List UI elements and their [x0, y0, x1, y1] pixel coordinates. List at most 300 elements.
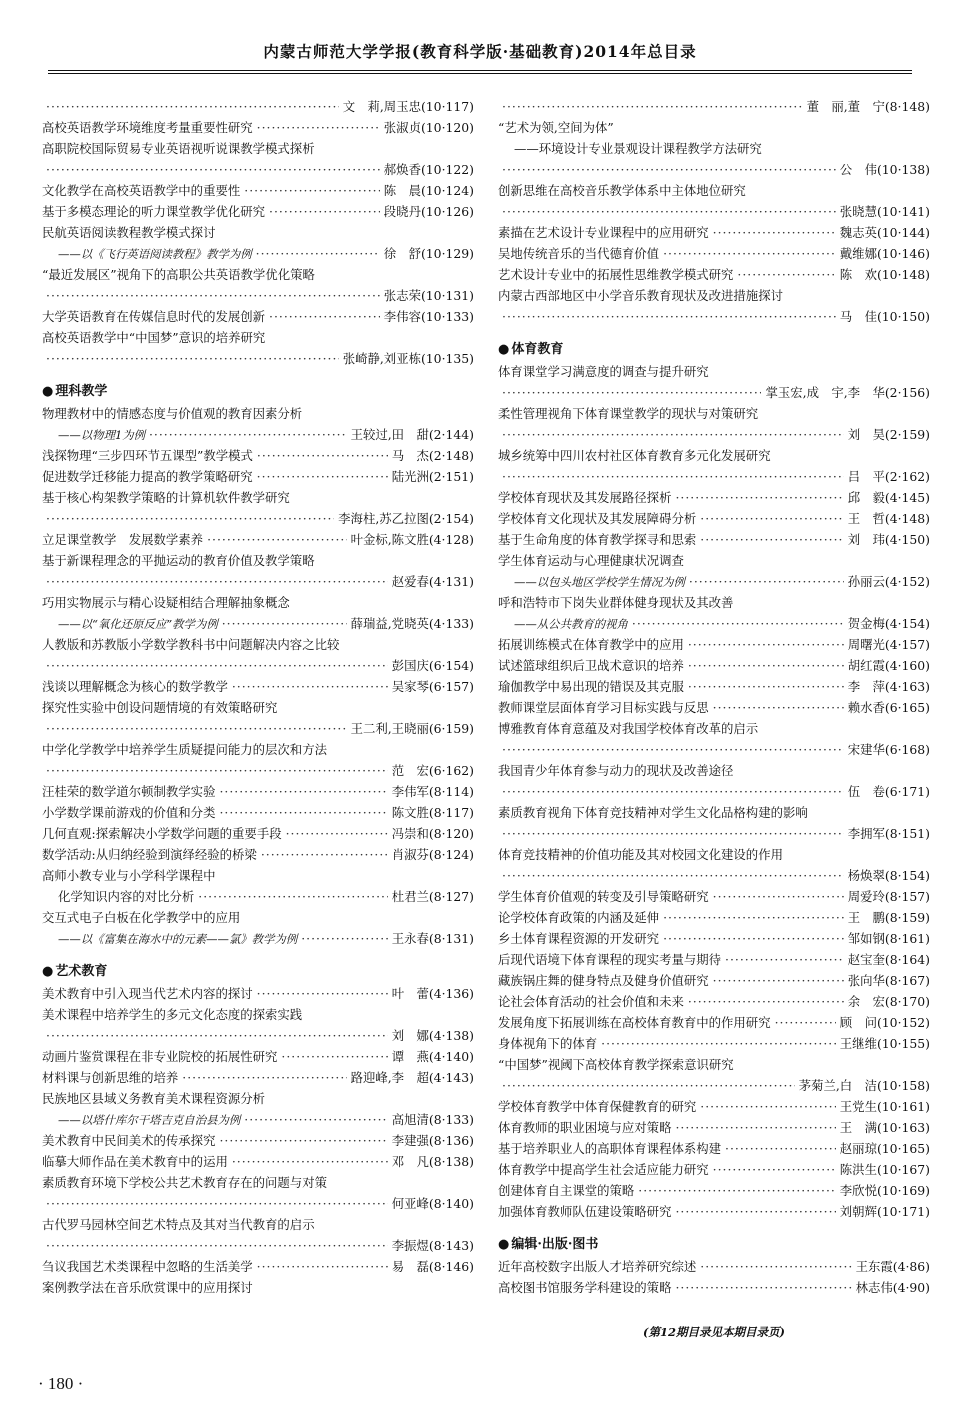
toc-author-ref: 张晓慧(10·141) [839, 204, 930, 219]
toc-title: 大学英语教育在传媒信息时代的发展创新 [42, 309, 266, 324]
toc-title: 学校体育教学中体育保健教育的研究 [498, 1099, 697, 1114]
toc-line [42, 487, 474, 508]
toc-line [42, 138, 474, 159]
leader-dots [688, 634, 844, 655]
leader-dots [257, 1256, 388, 1277]
toc-author-ref: 何亚峰(8·140) [391, 1196, 474, 1211]
toc-title: 后现代语境下体育课程的现实考量与期待 [498, 952, 722, 967]
toc-line [42, 1088, 474, 1109]
toc-line [498, 550, 930, 571]
toc-author-ref: 叶 蕾(4·136) [391, 986, 474, 1001]
toc-author-ref: 陈 欢(10·148) [839, 267, 930, 282]
toc-entry [42, 844, 474, 865]
toc-title: 化学知识内容的对比分析 [58, 889, 195, 904]
toc-entry [498, 907, 930, 928]
toc-entry [498, 508, 930, 529]
toc-line [498, 823, 930, 844]
toc-title: 教师课堂层面体育学习目标实践与反思 [498, 700, 709, 715]
toc-entry [42, 403, 474, 445]
toc-title: 素质教育视角下体育竞技精神对学生文化品格构建的影响 [498, 805, 808, 820]
toc-author-ref: 张淑贞(10·120) [383, 120, 474, 135]
section-heading [498, 339, 930, 361]
toc-entry [498, 222, 930, 243]
toc-author-ref: 陆光洲(2·151) [391, 469, 474, 484]
toc-author-ref: 李 萍(4·163) [847, 679, 930, 694]
leader-dots [663, 243, 836, 264]
toc-line [42, 285, 474, 306]
toc-title: 民族地区县域义务教育美术课程资源分析 [42, 1091, 266, 1106]
toc-author-ref: 徐 舒(10·129) [383, 246, 474, 261]
toc-author-ref: 周曙光(4·157) [847, 637, 930, 652]
toc-line [42, 886, 474, 907]
toc-title: 美术课程中培养学生的多元文化态度的探索实践 [42, 1007, 303, 1022]
toc-line [42, 928, 474, 949]
toc-entry [42, 327, 474, 369]
leader-dots [46, 285, 380, 306]
toc-line [42, 264, 474, 285]
toc-title: 论学校体育政策的内涵及延伸 [498, 910, 660, 925]
toc-line [498, 180, 930, 201]
toc-author-ref: 王 哲(4·148) [847, 511, 930, 526]
section-bullet-icon: ● [42, 964, 54, 979]
leader-dots [46, 1235, 388, 1256]
toc-title: 创建体育自主课堂的策略 [498, 1183, 635, 1198]
toc-entry [498, 886, 930, 907]
toc-line [42, 1172, 474, 1193]
toc-title: 汪桂荣的数学道尔顿制教学实验 [42, 784, 216, 799]
toc-author-ref: 段晓丹(10·126) [383, 204, 474, 219]
toc-line [42, 327, 474, 348]
toc-title: 加强体育教师队伍建设策略研究 [498, 1204, 672, 1219]
toc-line [42, 1130, 474, 1151]
toc-author-ref: 杜君兰(8·127) [391, 889, 474, 904]
leader-dots [675, 1277, 851, 1298]
leader-dots [182, 1067, 346, 1088]
toc-title: 促进数学迁移能力提高的教学策略研究 [42, 469, 253, 484]
toc-title: 高校英语教学中“中国梦”意识的培养研究 [42, 330, 266, 345]
toc-title: 浅谈以理解概念为核心的数学教学 [42, 679, 228, 694]
leader-dots [663, 907, 844, 928]
toc-author-ref: 李建强(8·136) [391, 1133, 474, 1148]
toc-author-ref: 刘 娜(4·138) [391, 1028, 474, 1043]
toc-title: 博雅教育体育意蕴及对我国学校体育改革的启示 [498, 721, 759, 736]
toc-title: 吴地传统音乐的当代德育价值 [498, 246, 660, 261]
toc-title: 几何直观:探索解决小学数学问题的重要手段 [42, 826, 282, 841]
toc-line [498, 201, 930, 222]
toc-entry [498, 928, 930, 949]
section-heading [498, 1234, 930, 1256]
toc-author-ref: 王二利,王晓丽(6·159) [350, 721, 474, 736]
toc-author-ref: 冯崇和(8·120) [391, 826, 474, 841]
toc-author-ref: 掌玉宏,成 宇,李 华(2·156) [765, 385, 930, 400]
toc-title: 体育课堂学习满意度的调查与提升研究 [498, 364, 709, 379]
toc-line [42, 907, 474, 928]
toc-line [498, 285, 930, 306]
toc-entry [498, 180, 930, 222]
toc-author-ref: 邓 凡(8·138) [391, 1154, 474, 1169]
toc-author-ref: 郝焕香(10·122) [383, 162, 474, 177]
toc-line [498, 117, 930, 138]
toc-title: 高校英语教学环境维度考量重要性研究 [42, 120, 253, 135]
toc-subtitle: ——以塔什库尔干塔吉克自治县为例 [58, 1113, 241, 1127]
toc-line [42, 760, 474, 781]
toc-author-ref: 王 鹏(8·159) [847, 910, 930, 925]
leader-dots [232, 1151, 388, 1172]
toc-line [498, 949, 930, 970]
toc-title: 民航英语阅读教程教学模式探讨 [42, 225, 216, 240]
toc-entry [498, 844, 930, 886]
toc-title: 材料课与创新思维的培养 [42, 1070, 179, 1085]
leader-dots [737, 264, 835, 285]
leader-dots [46, 348, 339, 369]
toc-line [42, 983, 474, 1004]
toc-line [498, 1117, 930, 1138]
toc-line [42, 508, 474, 529]
toc-author-ref: 李振煜(8·143) [391, 1238, 474, 1253]
toc-title: 论社会体育活动的社会价值和未来 [498, 994, 684, 1009]
toc-title: 基于新课程理念的平抛运动的教育价值及教学策略 [42, 553, 315, 568]
toc-line [498, 1075, 930, 1096]
leader-dots [725, 949, 844, 970]
toc-entry [42, 117, 474, 138]
leader-dots [638, 1180, 836, 1201]
toc-line [498, 907, 930, 928]
section-bullet-icon: ● [498, 1237, 510, 1252]
toc-line [42, 634, 474, 655]
toc-title: 人教版和苏教版小学数学教科书中问题解决内容之比较 [42, 637, 340, 652]
toc-line [498, 1256, 930, 1277]
toc-author-ref: 张志荣(10·131) [383, 288, 474, 303]
section-heading-label: 艺术教育 [55, 964, 108, 979]
toc-author-ref: 李海柱,苏乙拉图(2·154) [338, 511, 474, 526]
leader-dots [725, 1138, 836, 1159]
toc-line [498, 865, 930, 886]
toc-line [42, 1193, 474, 1214]
toc-line [498, 361, 930, 382]
header-rule-top [48, 70, 912, 71]
left-column [42, 96, 474, 1298]
toc-title: 素质教育环境下学校公共艺术教育存在的问题与对策 [42, 1175, 327, 1190]
leader-dots [502, 382, 761, 403]
leader-dots [301, 928, 387, 949]
leader-dots [257, 117, 380, 138]
leader-dots [46, 508, 334, 529]
toc-line [498, 970, 930, 991]
leader-dots [700, 508, 843, 529]
toc-title: 体育教学中提高学生社会适应能力研究 [498, 1162, 709, 1177]
toc-line [498, 1201, 930, 1222]
toc-entry [42, 823, 474, 844]
toc-author-ref: 邱 毅(4·145) [847, 490, 930, 505]
toc-entry [498, 96, 930, 117]
toc-line [42, 823, 474, 844]
toc-entry [498, 243, 930, 264]
toc-author-ref: 路迎峰,李 超(4·143) [350, 1070, 474, 1085]
toc-line [42, 613, 474, 634]
leader-dots [688, 991, 844, 1012]
toc-entry [42, 1214, 474, 1256]
toc-entry [42, 676, 474, 697]
toc-line [42, 1067, 474, 1088]
leader-dots [222, 613, 347, 634]
toc-line [498, 676, 930, 697]
leader-dots [198, 886, 387, 907]
leader-dots [502, 466, 844, 487]
toc-title: 高校图书馆服务学科建设的策略 [498, 1280, 672, 1295]
toc-line [42, 1151, 474, 1172]
leader-dots [632, 613, 844, 634]
leader-dots [502, 306, 836, 327]
toc-title: 基于培养职业人的高职体育课程体系构建 [498, 1141, 722, 1156]
section-heading-label: 编辑·出版·图书 [511, 1237, 599, 1252]
toc-line [42, 676, 474, 697]
toc-subtitle: ——以物理1为例 [58, 428, 145, 442]
toc-author-ref: 李拥军(8·151) [847, 826, 930, 841]
toc-entry [498, 117, 930, 180]
toc-line [42, 1004, 474, 1025]
leader-dots [663, 928, 844, 949]
toc-line [498, 781, 930, 802]
toc-title: 临摹大师作品在美术教育中的运用 [42, 1154, 228, 1169]
toc-title: 体育教师的职业困境与应对策略 [498, 1120, 672, 1135]
toc-author-ref: 杨焕翠(8·154) [847, 868, 930, 883]
toc-line [42, 306, 474, 327]
toc-entry [498, 1138, 930, 1159]
toc-line [498, 592, 930, 613]
toc-title: 近年高校数字出版人才培养研究综述 [498, 1259, 697, 1274]
toc-line [42, 180, 474, 201]
toc-author-ref: 魏志英(10·144) [839, 225, 930, 240]
toc-line [42, 1046, 474, 1067]
toc-line [42, 718, 474, 739]
toc-entry [498, 264, 930, 285]
toc-title: 巧用实物展示与精心设疑相结合理解抽象概念 [42, 595, 290, 610]
toc-entry [498, 592, 930, 634]
toc-entry [42, 264, 474, 306]
leader-dots [269, 306, 380, 327]
toc-title: 古代罗马园林空间艺术特点及其对当代教育的启示 [42, 1217, 315, 1232]
toc-line [498, 1033, 930, 1054]
leader-dots [261, 844, 388, 865]
toc-author-ref: 张向华(8·167) [847, 973, 930, 988]
toc-author-ref: 戴维娜(10·146) [839, 246, 930, 261]
toc-subtitle: ——以《飞行英语阅读教程》教学为例 [58, 247, 252, 261]
toc-title: 浅探物理“三步四环节五课型”教学模式 [42, 448, 253, 463]
leader-dots [688, 676, 844, 697]
leader-dots [675, 1201, 835, 1222]
toc-author-ref: 叶金标,陈文胜(4·128) [350, 532, 474, 547]
toc-line [42, 802, 474, 823]
leader-dots [502, 739, 844, 760]
toc-line [498, 718, 930, 739]
toc-line [42, 1025, 474, 1046]
toc-line [498, 487, 930, 508]
toc-author-ref: 谭 燕(4·140) [391, 1049, 474, 1064]
toc-author-ref: 李伟容(10·133) [383, 309, 474, 324]
toc-line [498, 138, 930, 159]
toc-title: 我国青少年体育参与动力的现状及改善途径 [498, 763, 734, 778]
leader-dots [257, 466, 388, 487]
toc-author-ref: 高旭清(8·133) [391, 1112, 474, 1127]
toc-title: 乡土体育课程资源的开发研究 [498, 931, 660, 946]
toc-entry [498, 949, 930, 970]
toc-title: 基于核心构架教学策略的计算机软件教学研究 [42, 490, 290, 505]
toc-title: 交互式电子白板在化学教学中的应用 [42, 910, 241, 925]
toc-entry [42, 697, 474, 739]
toc-author-ref: 公 伟(10·138) [839, 162, 930, 177]
leader-dots [689, 571, 844, 592]
toc-title: “艺术为领,空间为体” [498, 120, 614, 135]
leader-dots [675, 1117, 835, 1138]
leader-dots [713, 970, 844, 991]
toc-title: 动画片鉴赏课程在非专业院校的拓展性研究 [42, 1049, 278, 1064]
toc-entry [42, 983, 474, 1004]
toc-line [42, 117, 474, 138]
toc-entry [498, 655, 930, 676]
leader-dots [601, 1033, 836, 1054]
right-column [498, 96, 930, 1298]
toc-author-ref: 邹如钢(8·161) [847, 931, 930, 946]
toc-line [42, 201, 474, 222]
toc-entry [498, 487, 930, 508]
toc-line [498, 1096, 930, 1117]
toc-entry [498, 1054, 930, 1096]
toc-line [498, 1159, 930, 1180]
toc-entry [498, 970, 930, 991]
leader-dots [46, 1025, 388, 1046]
toc-line [498, 655, 930, 676]
leader-dots [713, 1159, 836, 1180]
leader-dots [713, 222, 836, 243]
toc-author-ref: 孙丽云(4·152) [847, 574, 930, 589]
toc-author-ref: 贺金梅(4·154) [847, 616, 930, 631]
leader-dots [46, 760, 388, 781]
toc-title: 艺术设计专业中的拓展性思维教学模式研究 [498, 267, 734, 282]
toc-line [498, 802, 930, 823]
leader-dots [257, 983, 388, 1004]
toc-author-ref: 易 磊(8·146) [391, 1259, 474, 1274]
toc-author-ref: 宋建华(6·168) [847, 742, 930, 757]
toc-entry [498, 1033, 930, 1054]
toc-line [42, 1277, 474, 1298]
toc-entry [42, 306, 474, 327]
toc-author-ref: 文 莉,周玉忠(10·117) [342, 99, 474, 114]
toc-line [498, 844, 930, 865]
toc-title: 素描在艺术设计专业课程中的应用研究 [498, 225, 709, 240]
leader-dots [502, 201, 836, 222]
toc-line [498, 403, 930, 424]
toc-author-ref: 马 杰(2·148) [391, 448, 474, 463]
leader-dots [257, 445, 388, 466]
toc-author-ref: 王党生(10·161) [839, 1099, 930, 1114]
toc-entry [498, 1117, 930, 1138]
toc-entry [42, 1256, 474, 1277]
toc-author-ref: 马 佳(10·150) [839, 309, 930, 324]
leader-dots [502, 424, 844, 445]
toc-entry [42, 445, 474, 466]
leader-dots [688, 655, 844, 676]
toc-line [498, 991, 930, 1012]
toc-entry [498, 697, 930, 718]
toc-entry [42, 96, 474, 117]
toc-author-ref: 范 宏(6·162) [391, 763, 474, 778]
toc-title: 学校体育现状及其发展路径探析 [498, 490, 672, 505]
toc-line [42, 571, 474, 592]
toc-line [498, 886, 930, 907]
toc-line [42, 1256, 474, 1277]
toc-line [42, 424, 474, 445]
section-heading [42, 961, 474, 983]
toc-entry [498, 676, 930, 697]
toc-subtitle: ——以包头地区学校学生情况为例 [514, 575, 685, 589]
leader-dots [219, 781, 387, 802]
toc-author-ref: 赵爱春(4·131) [391, 574, 474, 589]
toc-entry [498, 718, 930, 760]
toc-line [498, 529, 930, 550]
leader-dots [286, 823, 388, 844]
toc-title: 美术教育中引入现当代艺术内容的探讨 [42, 986, 253, 1001]
toc-line [498, 96, 930, 117]
toc-line [42, 243, 474, 264]
section-bullet-icon: ● [498, 342, 510, 357]
leader-dots [46, 1193, 388, 1214]
toc-author-ref: 茅菊兰,白 洁(10·158) [798, 1078, 930, 1093]
toc-entry [42, 1151, 474, 1172]
toc-title: ——环境设计专业景观设计课程教学方法研究 [514, 141, 762, 156]
toc-line [498, 1138, 930, 1159]
toc-line [498, 159, 930, 180]
toc-entry [42, 634, 474, 676]
leader-dots [700, 1256, 851, 1277]
leader-dots [775, 1012, 836, 1033]
toc-title: 高职院校国际贸易专业英语视听说课教学模式探析 [42, 141, 315, 156]
header-rule-bottom [48, 73, 912, 74]
toc-line [42, 1214, 474, 1235]
toc-title: 学校体育文化现状及其发展障碍分析 [498, 511, 697, 526]
toc-title: 刍议我国艺术类课程中忽略的生活美学 [42, 1259, 253, 1274]
leader-dots [46, 96, 339, 117]
leader-dots [256, 243, 380, 264]
toc-title: 高师小教专业与小学科学课程中 [42, 868, 216, 883]
toc-title: “最近发展区”视角下的高职公共英语教学优化策略 [42, 267, 315, 282]
toc-line [498, 222, 930, 243]
toc-entry [42, 592, 474, 634]
leader-dots [219, 1130, 387, 1151]
toc-entry [498, 991, 930, 1012]
page-number: · 180 · [38, 1374, 84, 1393]
leader-dots [700, 529, 843, 550]
leader-dots [675, 487, 843, 508]
toc-title: 物理教材中的情感态度与价值观的教育因素分析 [42, 406, 303, 421]
toc-author-ref: 薛瑞益,党晓英(4·133) [350, 616, 474, 631]
toc-entry [42, 1172, 474, 1214]
toc-entry [42, 802, 474, 823]
toc-entry [42, 781, 474, 802]
toc-line [42, 781, 474, 802]
toc-title: 文化教学在高校英语教学中的重要性 [42, 183, 241, 198]
toc-author-ref: 陈洪生(10·167) [839, 1162, 930, 1177]
toc-entry [498, 403, 930, 445]
toc-line [498, 697, 930, 718]
toc-entry [42, 138, 474, 180]
toc-entry [498, 760, 930, 802]
toc-line [498, 508, 930, 529]
toc-line [42, 550, 474, 571]
toc-author-ref: 王继维(10·155) [839, 1036, 930, 1051]
toc-title: 中学化学教学中培养学生质疑提问能力的层次和方法 [42, 742, 327, 757]
toc-title: 发展角度下拓展训练在高校体育教育中的作用研究 [498, 1015, 771, 1030]
toc-entry [498, 445, 930, 487]
